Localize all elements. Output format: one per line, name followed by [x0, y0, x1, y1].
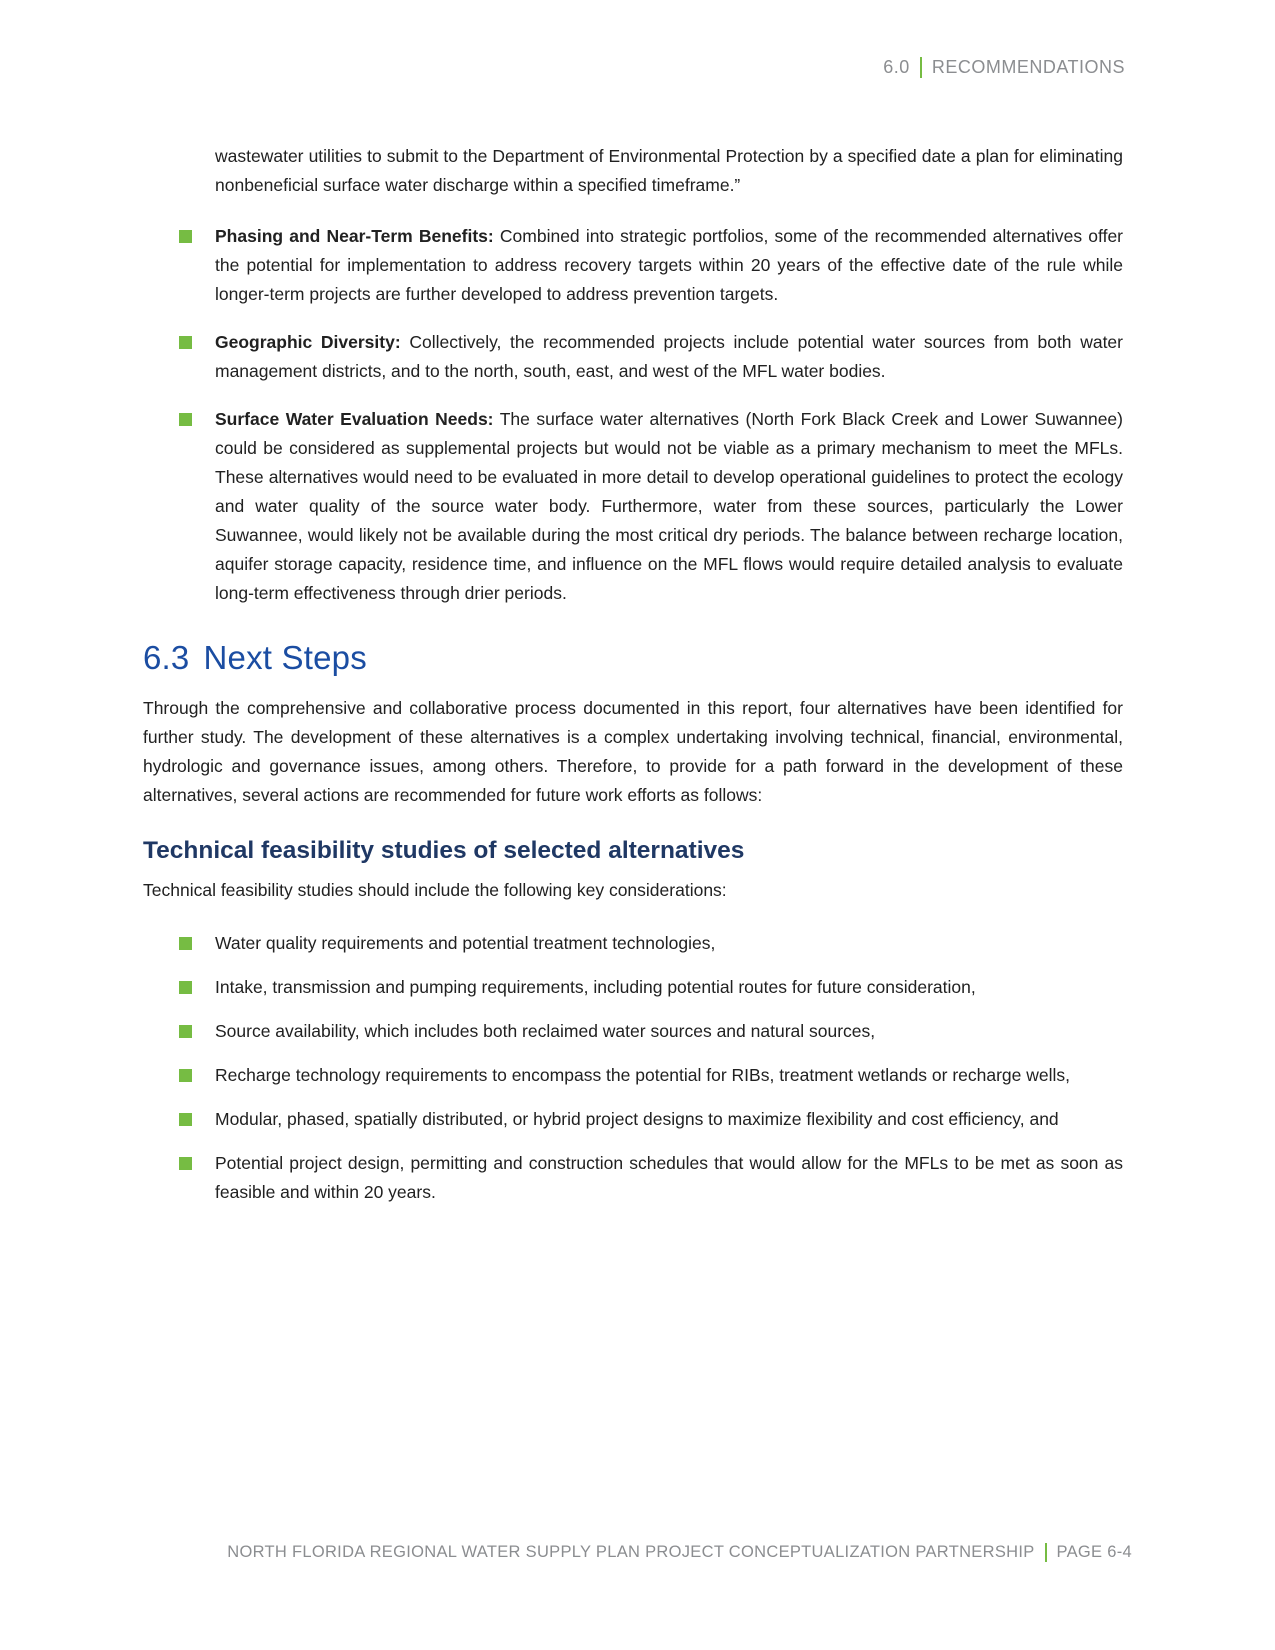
header-divider-bar [920, 57, 922, 78]
list-item [143, 1149, 1123, 1207]
page-footer [227, 1543, 1132, 1562]
header-section-title: RECOMMENDATIONS [931, 57, 1125, 77]
footer-text: NORTH FLORIDA REGIONAL WATER SUPPLY PLAN PROJECT CONCEPTUALIZATION PARTNERSHIP [227, 1543, 1035, 1561]
bullet-text: Combined into strategic portfolios, some of the recommended alternatives offer the potential for implementation to address recovery targets within 20 years of the effective date of the rule while longer-term projects are further developed to address prevention targets. [215, 226, 1124, 304]
next-steps-paragraph: Through the comprehensive and collaborative process documented in this report, four alternatives have been identified for further study. The development of these alternatives is a complex undertaking involving technical, financial, environmental, hydrologic and governance issues, among others. Therefore, to provide for a path forward in the development of these alternatives, several actions are recommended for future work efforts as follows: [143, 698, 1123, 805]
bullet-lead: Surface Water Evaluation Needs: [215, 409, 494, 429]
continuation-paragraph: wastewater utilities to submit to the Department of Environmental Protection by a specified date a plan for eliminating nonbeneficial surface water discharge within a specified timeframe.” [215, 146, 1123, 195]
green-square-bullet-icon [179, 1025, 192, 1038]
consideration-bullet-list [143, 929, 1123, 1207]
section-heading-next-steps [143, 638, 1123, 678]
footer-divider-bar [1045, 1543, 1047, 1562]
green-square-bullet-icon [179, 981, 192, 994]
list-item [143, 929, 1123, 958]
subsection-intro: Technical feasibility studies should include the following key considerations: [143, 880, 727, 900]
page-content [143, 142, 1123, 1222]
bullet-text: Source availability, which includes both reclaimed water sources and natural sources, [215, 1021, 876, 1041]
bullet-text: Potential project design, permitting and construction schedules that would allow for the MFLs to be met as soon as feasible and within 20 years. [215, 1153, 1123, 1202]
list-item [143, 328, 1123, 386]
recommendation-bullet-list [143, 222, 1123, 608]
list-item [143, 405, 1123, 608]
green-square-bullet-icon [179, 336, 192, 349]
bullet-lead: Phasing and Near-Term Benefits: [215, 226, 494, 246]
footer-page-label: PAGE 6-4 [1056, 1543, 1132, 1561]
green-square-bullet-icon [179, 937, 192, 950]
green-square-bullet-icon [179, 1157, 192, 1170]
green-square-bullet-icon [179, 1069, 192, 1082]
header-section-number: 6.0 [883, 57, 910, 77]
bullet-text: Intake, transmission and pumping requirements, including potential routes for future consideration, [215, 977, 976, 997]
green-square-bullet-icon [179, 413, 192, 426]
section-heading-title: Next Steps [203, 639, 367, 676]
green-square-bullet-icon [179, 230, 192, 243]
section-heading-number: 6.3 [143, 639, 190, 676]
bullet-text: Water quality requirements and potential treatment technologies, [215, 933, 716, 953]
page-header [883, 57, 1125, 78]
list-item [143, 1017, 1123, 1046]
green-square-bullet-icon [179, 1113, 192, 1126]
bullet-text: Collectively, the recommended projects include potential water sources from both water management districts, and to the north, south, east, and west of the MFL water bodies. [215, 332, 1123, 381]
list-item [143, 222, 1123, 309]
list-item [143, 973, 1123, 1002]
bullet-text: Recharge technology requirements to encompass the potential for RIBs, treatment wetlands or recharge wells, [215, 1065, 1071, 1085]
list-item [143, 1105, 1123, 1134]
bullet-text: Modular, phased, spatially distributed, or hybrid project designs to maximize flexibility and cost efficiency, and [215, 1109, 1059, 1129]
list-item [143, 1061, 1123, 1090]
bullet-lead: Geographic Diversity: [215, 332, 401, 352]
subsection-heading: Technical feasibility studies of selected alternatives [143, 837, 745, 864]
bullet-text: The surface water alternatives (North Fork Black Creek and Lower Suwannee) could be considered as supplemental projects but would not be viable as a primary mechanism to meet the MFLs. These alternatives would need to be evaluated in more detail to develop operational guidelines to protect the ecology and water quality of the source water body. Furthermore, water from these sources, particularly the Lower Suwannee, would likely not be available during the most critical dry periods. The balance between recharge location, aquifer storage capacity, residence time, and influence on the MFL flows would require detailed analysis to evaluate long-term effectiveness through drier periods. [215, 409, 1123, 603]
